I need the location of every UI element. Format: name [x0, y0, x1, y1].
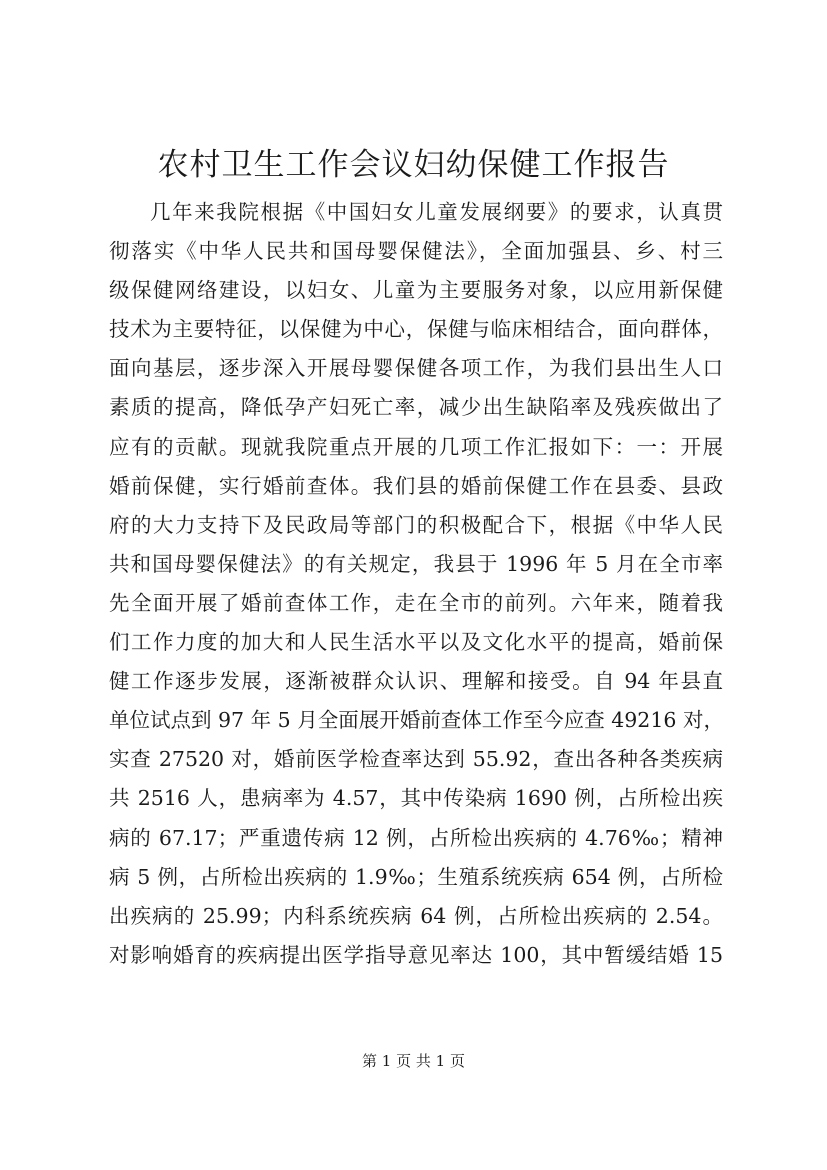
document-title: 农村卫生工作会议妇幼保健工作报告: [157, 147, 670, 183]
body-line: 单位试点到 97 年 5 月全面展开婚前查体工作至今应查 49216 对，: [109, 708, 724, 733]
document-body: [109, 193, 723, 975]
body-line: 病的 67.17；严重遗传病 12 例，占所检出疾病的 4.76‰；精神: [109, 825, 723, 850]
body-line: 实查 27520 对，婚前医学检查率达到 55.92，查出各种各类疾病: [109, 747, 723, 772]
body-line: 共和国母婴保健法》的有关规定，我县于 1996 年 5 月在全市率: [109, 551, 723, 576]
body-line: 技术为主要特征，以保健为中心，保健与临床相结合，面向群体，: [109, 317, 723, 342]
body-line: 级保健网络建设，以妇女、儿童为主要服务对象，以应用新保健: [109, 278, 723, 303]
body-line: 病 5 例，占所检出疾病的 1.9‰；生殖系统疾病 654 例，占所检: [109, 864, 723, 889]
page-number-footer: 第 1 页 共 1 页: [362, 1052, 465, 1070]
body-line: 对影响婚育的疾病提出医学指导意见率达 100，其中暂缓结婚 15: [109, 942, 723, 967]
body-line: 应有的贡献。现就我院重点开展的几项工作汇报如下：一：开展: [109, 434, 723, 459]
body-line: 府的大力支持下及民政局等部门的积极配合下，根据《中华人民: [109, 512, 723, 537]
body-line: 素质的提高，降低孕产妇死亡率，减少出生缺陷率及残疾做出了: [109, 395, 723, 420]
body-line: 们工作力度的加大和人民生活水平以及文化水平的提高，婚前保: [109, 630, 723, 655]
body-line: 婚前保健，实行婚前查体。我们县的婚前保健工作在县委、县政: [109, 473, 723, 498]
body-line: 健工作逐步发展，逐渐被群众认识、理解和接受。自 94 年县直: [109, 669, 723, 694]
body-line: 面向基层，逐步深入开展母婴保健各项工作，为我们县出生人口: [109, 356, 723, 381]
body-line: 先全面开展了婚前查体工作，走在全市的前列。六年来，随着我: [109, 590, 723, 615]
body-line: 几年来我院根据《中国妇女儿童发展纲要》的要求，认真贯: [150, 200, 723, 224]
body-line: 彻落实《中华人民共和国母婴保健法》，全面加强县、乡、村三: [109, 239, 723, 264]
body-line: 共 2516 人，患病率为 4.57，其中传染病 1690 例，占所检出疾: [109, 786, 723, 811]
body-line: 出疾病的 25.99；内科系统疾病 64 例，占所检出疾病的 2.54。: [109, 903, 723, 928]
